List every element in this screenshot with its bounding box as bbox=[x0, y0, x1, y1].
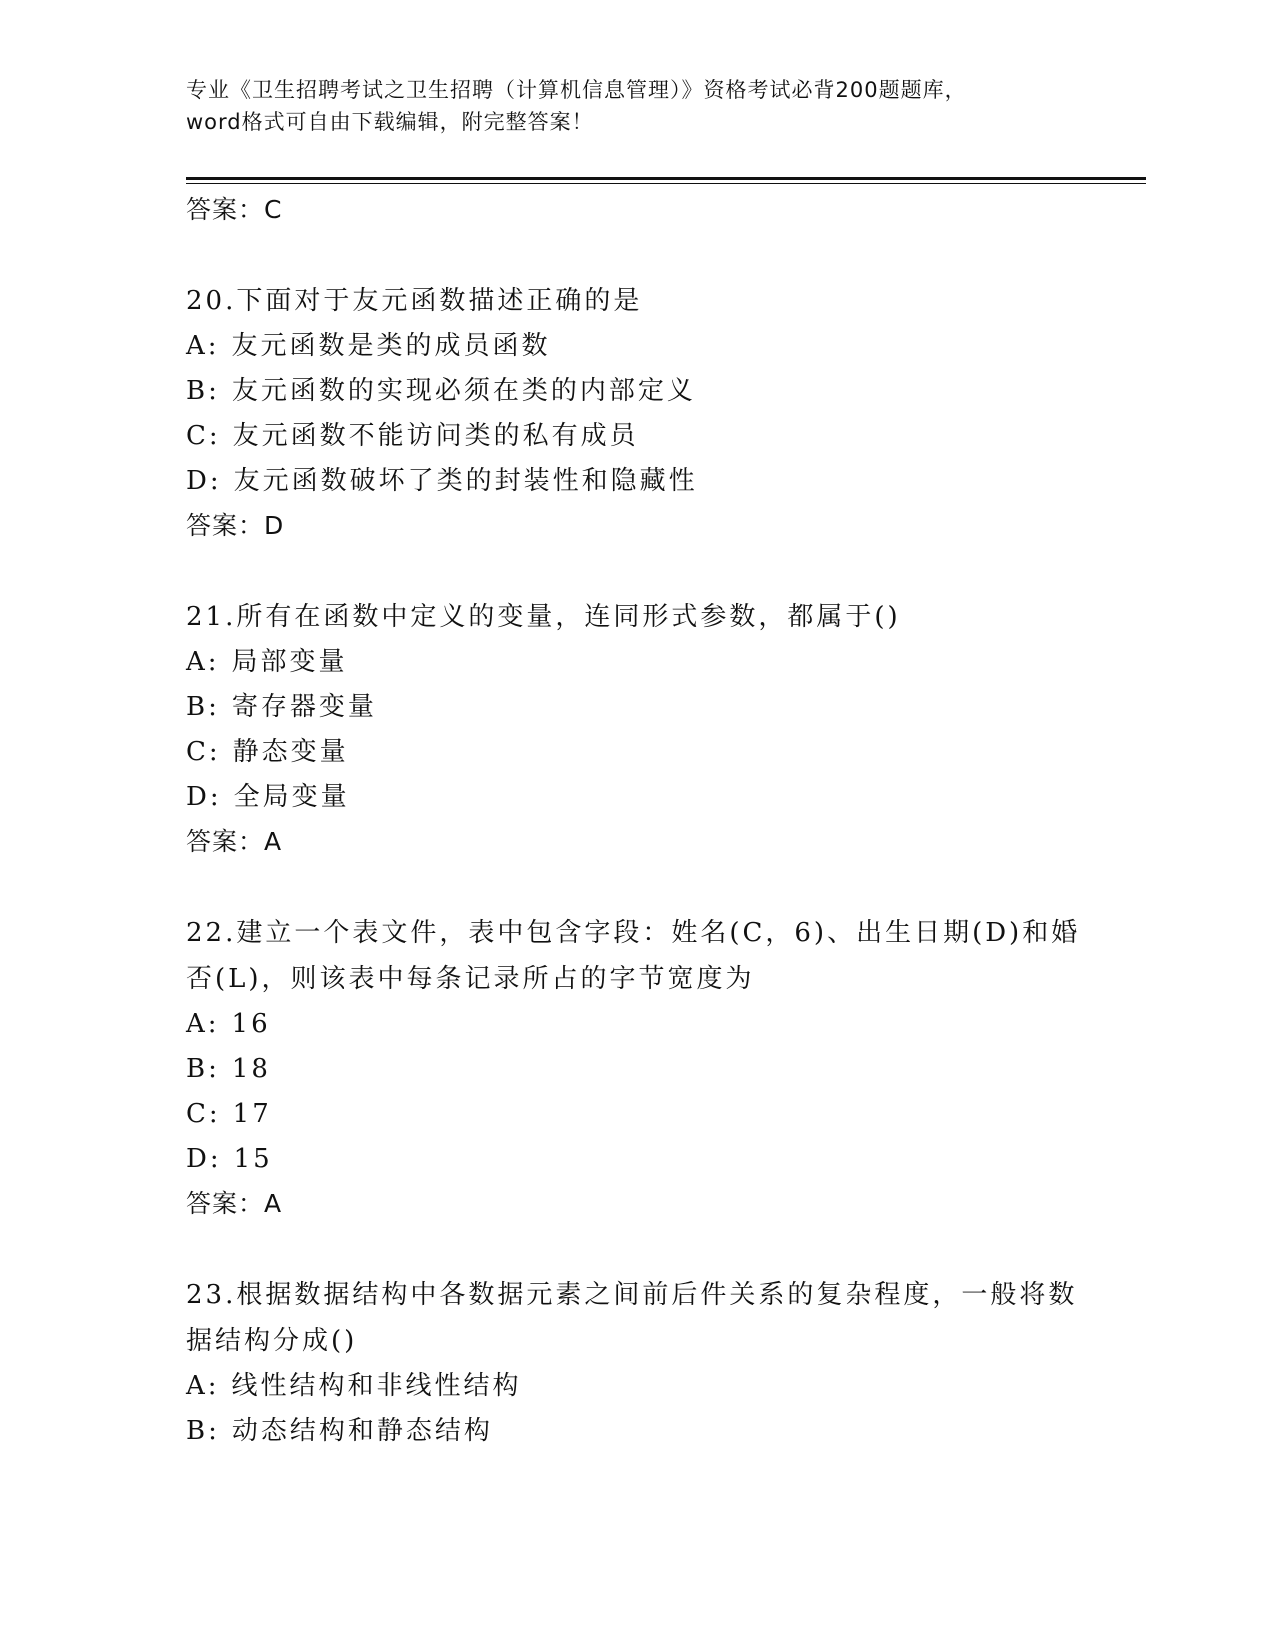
option-a bbox=[186, 640, 1086, 685]
option-d bbox=[186, 775, 1086, 820]
option-text: 局部变量 bbox=[231, 647, 348, 677]
answer-label: 答案： bbox=[186, 195, 265, 224]
option-key: B: bbox=[186, 692, 220, 722]
option-key: A: bbox=[186, 1371, 220, 1401]
option-b bbox=[186, 685, 1086, 730]
answer-label: 答案： bbox=[186, 511, 265, 540]
question-text-line-2: 据结构分成() bbox=[186, 1326, 358, 1356]
option-key: A: bbox=[186, 331, 220, 361]
question-text-line-1: 23.根据数据结构中各数据元素之间前后件关系的复杂程度，一般将数 bbox=[186, 1280, 1078, 1310]
header-divider-thin bbox=[186, 183, 1146, 184]
option-text: 友元函数是类的成员函数 bbox=[231, 331, 551, 361]
option-text: 16 bbox=[231, 1009, 271, 1039]
option-c bbox=[186, 730, 1086, 775]
option-key: A: bbox=[186, 1009, 220, 1039]
option-key: B: bbox=[186, 1416, 220, 1446]
question-block-20 bbox=[186, 278, 1086, 548]
option-a bbox=[186, 1002, 1086, 1047]
answer-value: C bbox=[264, 195, 283, 224]
option-a bbox=[186, 324, 1086, 369]
option-b bbox=[186, 369, 1086, 414]
option-text: 友元函数破坏了类的封装性和隐藏性 bbox=[233, 466, 698, 496]
option-text: 友元函数不能访问类的私有成员 bbox=[232, 421, 639, 451]
option-key: D: bbox=[186, 1144, 222, 1174]
option-c bbox=[186, 414, 1086, 459]
question-block-23 bbox=[186, 1272, 1086, 1454]
option-text: 友元函数的实现必须在类的内部定义 bbox=[231, 376, 696, 406]
answer-label: 答案： bbox=[186, 1189, 265, 1218]
option-text: 17 bbox=[232, 1099, 272, 1129]
option-text: 15 bbox=[233, 1144, 273, 1174]
answer-label: 答案： bbox=[186, 827, 265, 856]
option-key: B: bbox=[186, 1054, 220, 1084]
question-text-line-2: 否(L)，则该表中每条记录所占的字节宽度为 bbox=[186, 964, 755, 994]
spacer bbox=[186, 864, 1086, 910]
option-text: 线性结构和非线性结构 bbox=[231, 1371, 522, 1401]
spacer bbox=[186, 548, 1086, 594]
question-text-line-1: 22.建立一个表文件，表中包含字段：姓名(C，6)、出生日期(D)和婚 bbox=[186, 918, 1081, 948]
question-block-21 bbox=[186, 594, 1086, 864]
question-text: 21.所有在函数中定义的变量，连同形式参数，都属于() bbox=[186, 602, 901, 632]
answer-value: D bbox=[264, 511, 285, 540]
header-divider-thick bbox=[186, 177, 1146, 180]
option-key: B: bbox=[186, 376, 220, 406]
option-a bbox=[186, 1364, 1086, 1409]
option-key: C: bbox=[186, 421, 221, 451]
answer-value: A bbox=[264, 1189, 283, 1218]
spacer bbox=[186, 232, 1086, 278]
header-line-1: 专业《卫生招聘考试之卫生招聘（计算机信息管理）》资格考试必背200题题库， bbox=[186, 78, 967, 102]
document-header bbox=[186, 74, 1086, 138]
option-key: D: bbox=[186, 466, 222, 496]
option-text: 18 bbox=[231, 1054, 271, 1084]
option-text: 全局变量 bbox=[233, 782, 350, 812]
spacer bbox=[186, 1226, 1086, 1272]
option-text: 静态变量 bbox=[232, 737, 349, 767]
answer-line bbox=[186, 188, 1086, 232]
answer-value: A bbox=[264, 827, 283, 856]
option-c bbox=[186, 1092, 1086, 1137]
option-text: 寄存器变量 bbox=[231, 692, 377, 722]
option-key: D: bbox=[186, 782, 222, 812]
answer-line bbox=[186, 1182, 1086, 1226]
option-key: C: bbox=[186, 737, 221, 767]
option-key: C: bbox=[186, 1099, 221, 1129]
option-d bbox=[186, 1137, 1086, 1182]
option-text: 动态结构和静态结构 bbox=[231, 1416, 493, 1446]
answer-line bbox=[186, 820, 1086, 864]
question-text: 20.下面对于友元函数描述正确的是 bbox=[186, 286, 643, 316]
option-b bbox=[186, 1047, 1086, 1092]
answer-line bbox=[186, 504, 1086, 548]
header-line-2: word格式可自由下载编辑，附完整答案！ bbox=[186, 110, 594, 134]
question-block-22 bbox=[186, 910, 1086, 1226]
option-d bbox=[186, 459, 1086, 504]
question-list bbox=[186, 188, 1086, 1454]
option-b bbox=[186, 1409, 1086, 1454]
option-key: A: bbox=[186, 647, 220, 677]
